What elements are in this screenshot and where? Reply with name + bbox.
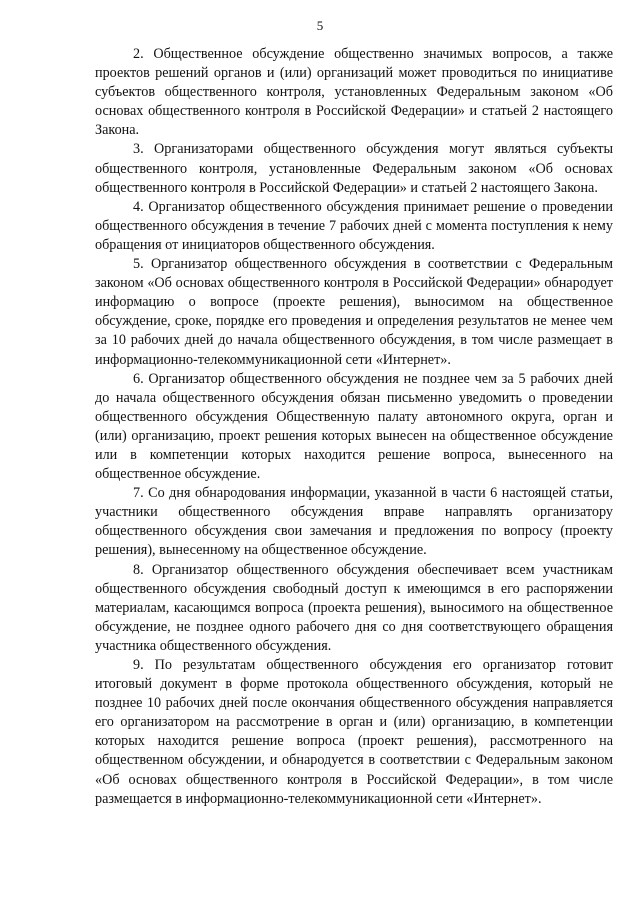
page-number: 5 [316, 18, 324, 33]
paragraph-8: 8. Организатор общественного обсуждения обеспечивает всем участникам общественного обсуждения свободный доступ к имеющимся в его распоряжении материалам, касающимся вопроса (проекта решения), выносимого на общественное обсуждение, не позднее одного рабочего дня со дня соответствующего обращения участника общественного обсуждения. [95, 561, 613, 654]
paragraph-4: 4. Организатор общественного обсуждения принимает решение о проведении общественного обсуждения в течение 7 рабочих дней с момента поступления к нему обращения от инициаторов общественного обсуждения. [95, 198, 613, 253]
paragraph-7: 7. Со дня обнародования информации, указанной в части 6 настоящей статьи, участники общественного обсуждения вправе направлять организатору общественного обсуждения свои замечания и предложения по вопросу (проекту решения), вынесенному на общественное обсуждение. [95, 485, 613, 559]
document-body [95, 45, 613, 809]
paragraph-3: 3. Организаторами общественного обсуждения могут являться субъекты общественного контроля, установленные Федеральным законом «Об основах общественного контроля в Российской Федерации» и статьей 2 настоящего Закона. [95, 141, 613, 196]
paragraph-5: 5. Организатор общественного обсуждения в соответствии с Федеральным законом «Об основах общественного контроля в Российской Федерации» обнародует информацию о вопросе (проекте решения), выносимом на общественное обсуждение, сроке, порядке его проведения и определения результатов не менее чем за 10 рабочих дней до начала общественного обсуждения, в том числе размещает в информационно-телекоммуникационной сети «Интернет». [95, 256, 613, 368]
paragraph-2: 2. Общественное обсуждение общественно значимых вопросов, а также проектов решений органов и (или) организаций может проводиться по инициативе субъектов общественного контроля, установленных Федеральным законом «Об основах общественного контроля в Российской Федерации» и статьей 2 настоящего Закона. [95, 46, 613, 139]
paragraph-9: 9. По результатам общественного обсуждения его организатор готовит итоговый документ в форме протокола общественного обсуждения, который не позднее 10 рабочих дней после окончания общественного обсуждения направляется его организатором на рассмотрение в орган и (или) организацию, в компетенции которых находится решение вопроса (проект решения), рассмотренного на общественном обсуждении, и обнародуется в соответствии с Федеральным законом «Об основах общественного контроля в Российской Федерации», в том числе размещается в информационно-телекоммуникационной сети «Интернет». [95, 657, 613, 807]
paragraph-6: 6. Организатор общественного обсуждения не позднее чем за 5 рабочих дней до начала общественного обсуждения обязан письменно уведомить о проведении общественного обсуждения Общественную палату автономного округа, орган и (или) организацию, проект решения которых вынесен на общественное обсуждение или в компетенции которых находится решение вопроса, вынесенного на общественное обсуждение. [95, 370, 613, 483]
